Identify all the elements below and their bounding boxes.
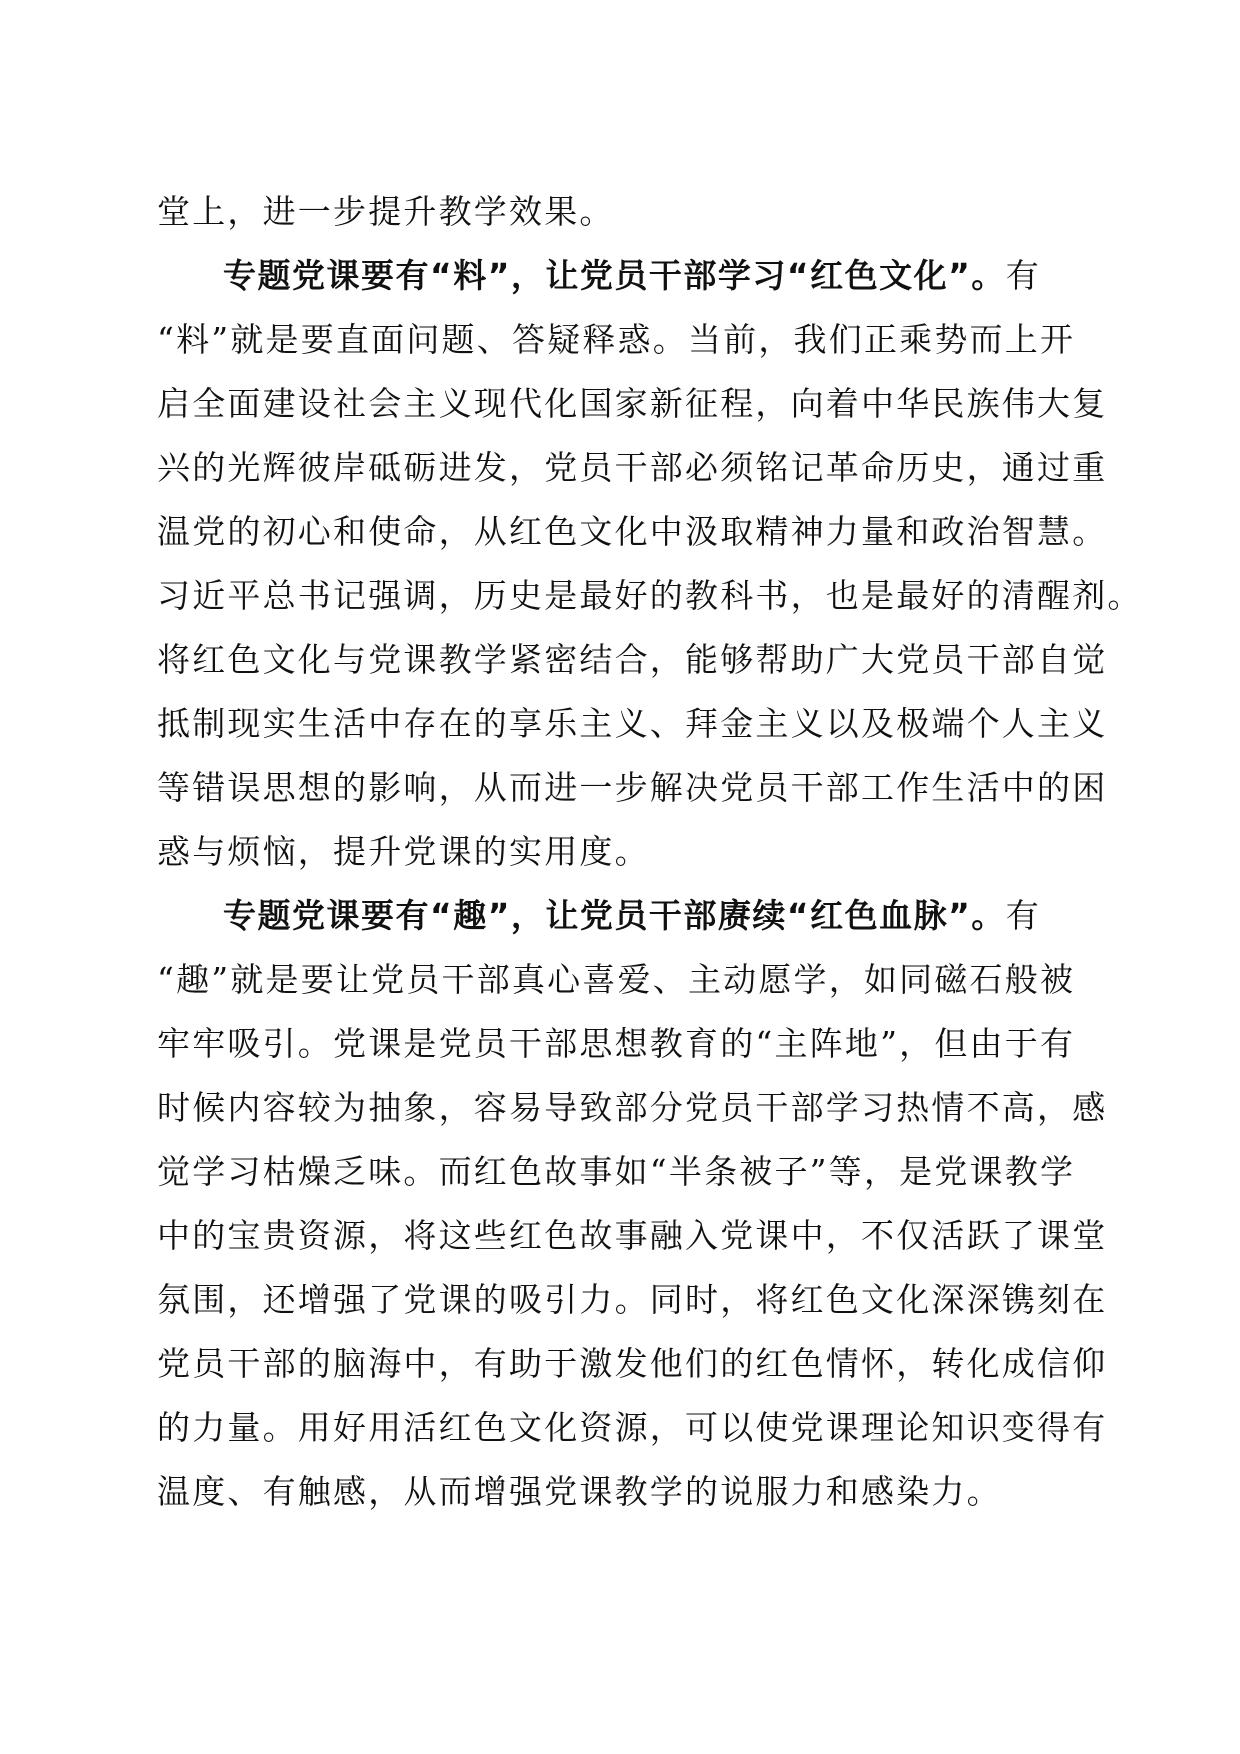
section-1-heading: 专题党课要有“料”，让党员干部学习“红色文化”。 [223, 256, 1006, 295]
paragraph-line: “料”就是要直面问题、答疑释惑。当前，我们正乘势而上开 [157, 320, 1076, 359]
paragraph-line: 等错误思想的影响，从而进一步解决党员干部工作生活中的困 [157, 768, 1108, 807]
section-2-heading-line [157, 884, 1087, 948]
paragraph-line: 中的宝贵资源，将这些红色故事融入党课中，不仅活跃了课堂 [157, 1216, 1108, 1255]
section-1-heading-tail: 有 [1005, 256, 1041, 295]
paragraph-line: “趣”就是要让党员干部真心喜爱、主动愿学，如同磁石般被 [157, 960, 1076, 999]
paragraph-line: 习近平总书记强调，历史是最好的教科书，也是最好的清醒剂。 [157, 576, 1143, 615]
document-body [157, 180, 1143, 1524]
paragraph-line: 惑与烦恼，提升党课的实用度。 [157, 832, 650, 871]
paragraph-line: 温党的初心和使命，从红色文化中汲取精神力量和政治智慧。 [157, 512, 1108, 551]
paragraph-line: 堂上，进一步提升教学效果。 [157, 192, 615, 231]
paragraph-line: 兴的光辉彼岸砥砺进发，党员干部必须铭记革命历史，通过重 [157, 448, 1108, 487]
paragraph-line: 觉学习枯燥乏味。而红色故事如“半条被子”等，是党课教学 [157, 1152, 1076, 1191]
section-1-heading-line [157, 244, 1087, 308]
paragraph-line: 抵制现实生活中存在的享乐主义、拜金主义以及极端个人主义 [157, 704, 1108, 743]
section-2-heading-tail: 有 [1005, 896, 1041, 935]
section-2-heading: 专题党课要有“趣”，让党员干部赓续“红色血脉”。 [223, 896, 1006, 935]
paragraph-line: 党员干部的脑海中，有助于激发他们的红色情怀，转化成信仰 [157, 1344, 1108, 1383]
paragraph-line: 启全面建设社会主义现代化国家新征程，向着中华民族伟大复 [157, 384, 1108, 423]
paragraph-line: 温度、有触感，从而增强党课教学的说服力和感染力。 [157, 1472, 1002, 1511]
paragraph-line: 氛围，还增强了党课的吸引力。同时，将红色文化深深镌刻在 [157, 1280, 1108, 1319]
paragraph-line: 将红色文化与党课教学紧密结合，能够帮助广大党员干部自觉 [157, 640, 1108, 679]
paragraph-line: 牢牢吸引。党课是党员干部思想教育的“主阵地”，但由于有 [157, 1024, 1076, 1063]
paragraph-line: 时候内容较为抽象，容易导致部分党员干部学习热情不高，感 [157, 1088, 1108, 1127]
paragraph-line: 的力量。用好用活红色文化资源，可以使党课理论知识变得有 [157, 1408, 1108, 1447]
